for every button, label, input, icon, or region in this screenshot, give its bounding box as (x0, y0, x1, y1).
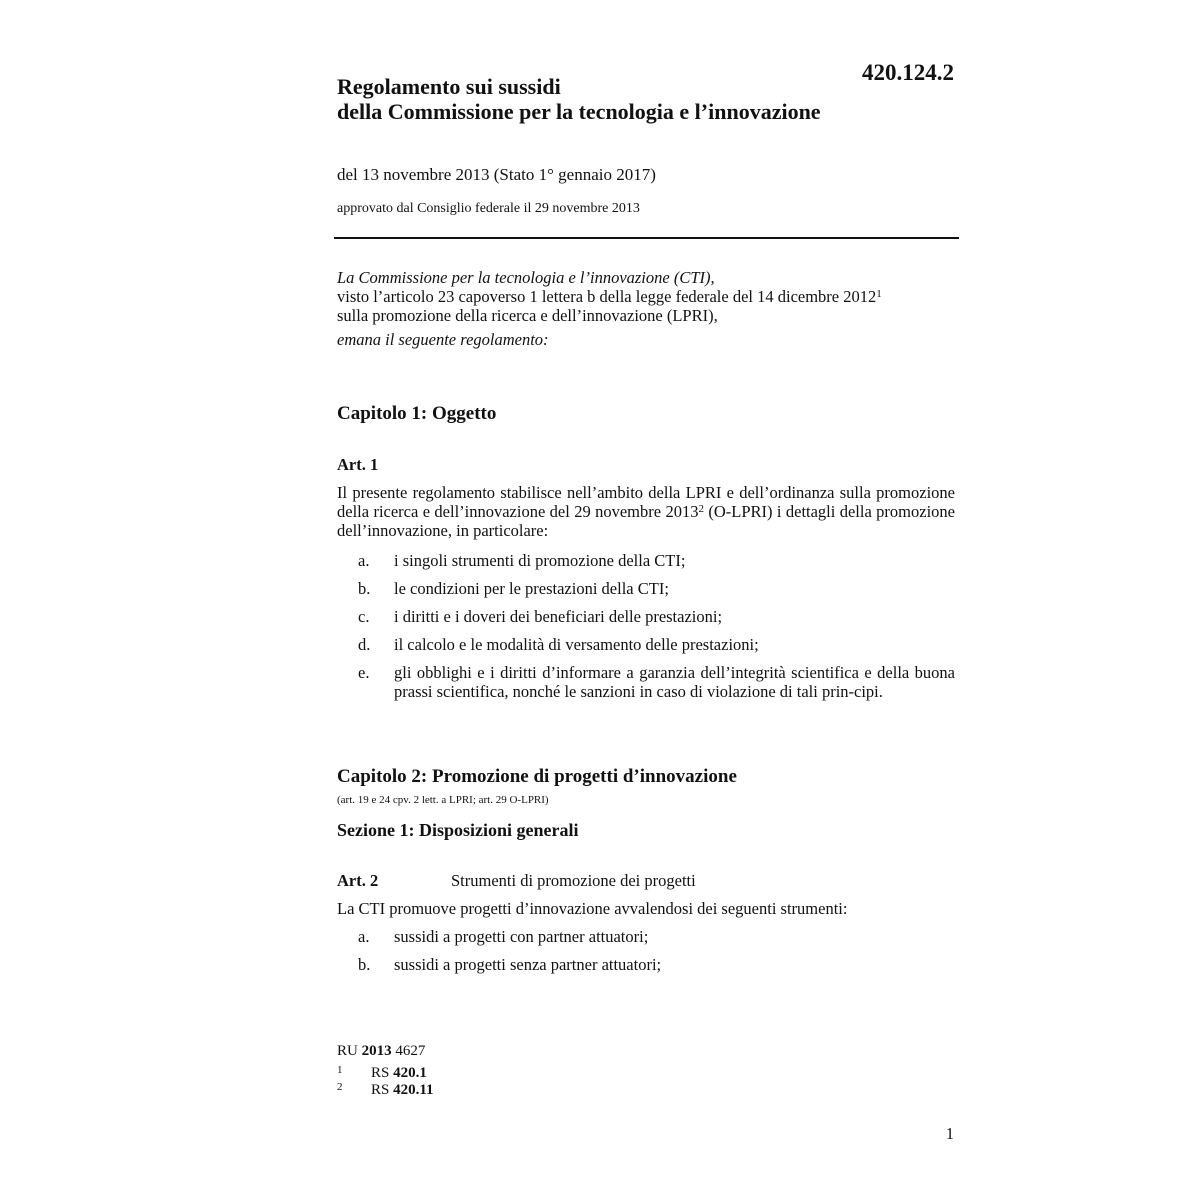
chapter-1-heading: Capitolo 1: Oggetto (337, 403, 497, 424)
page-number: 1 (945, 1124, 954, 1143)
footnote-ref-2[interactable]: 2 (698, 503, 704, 515)
official-collection-ref: RU 2013 4627 (337, 1043, 426, 1059)
approval-note: approvato dal Consiglio federale il 29 novembre 2013 (337, 201, 640, 216)
list-item: d. il calcolo e le modalità di versamento delle prestazioni; (358, 635, 759, 654)
footnote-ref-1[interactable]: 1 (876, 288, 882, 300)
list-item: a. i singoli strumenti di promozione della CTI; (358, 551, 686, 570)
document-number: 420.124.2 (862, 60, 954, 85)
article-1-text: Il presente regolamento stabilisce nell’ambito della LPRI e dell’ordinanza sulla promozione della ricerca e dell’innovazione del 29 novembre 2013$^2$ (O-LPRI) i dettagli della promozione dell’innovazione, in particolare: (337, 483, 955, 540)
preamble (337, 268, 957, 349)
preamble-issuer: La Commissione per la tecnologia e l’innovazione (CTI), (337, 268, 715, 287)
section-1-heading: Sezione 1: Disposizioni generali (337, 820, 579, 840)
list-item: a. sussidi a progetti con partner attuatori; (358, 927, 649, 946)
title-line-1: Regolamento sui sussidi (337, 74, 561, 99)
article-1-heading: Art. 1 (337, 455, 379, 474)
title-line-2: della Commissione per la tecnologia e l’innovazione (337, 99, 821, 124)
list-item: c. i diritti e i doveri dei beneficiari delle prestazioni; (358, 607, 723, 626)
chapter-2-heading: Capitolo 2: Promozione di progetti d’innovazione (337, 766, 737, 787)
footnote-1: 1 RS 420.1 (337, 1064, 427, 1081)
document-date: del 13 novembre 2013 (Stato 1° gennaio 2017) (337, 165, 656, 184)
list-item: b. sussidi a progetti senza partner attuatori; (358, 955, 662, 974)
footnote-2: 2 RS 420.11 (337, 1081, 434, 1098)
list-item: e. gli obblighi e i diritti d’informare a garanzia dell’integrità scientifica e della buona prassi scientifica, nonché le sanzioni in caso di violazione di tali prin-cipi. (358, 663, 955, 701)
article-2-subject: Strumenti di promozione dei progetti (451, 871, 696, 890)
preamble-law-line: sulla promozione della ricerca e dell’innovazione (LPRI), (337, 306, 718, 325)
article-1-list (337, 551, 955, 701)
article-2-list (337, 927, 955, 974)
list-item: b. le condizioni per le prestazioni della CTI; (358, 579, 669, 598)
document-title (337, 74, 821, 124)
preamble-basis-line: visto l’articolo 23 capoverso 1 lettera b della legge federale del 14 dicembre 2012$^1$ (337, 287, 882, 306)
preamble-enactment: emana il seguente regolamento: (337, 330, 549, 349)
article-2-intro: La CTI promuove progetti d’innovazione avvalendosi dei seguenti strumenti: (337, 899, 848, 918)
chapter-2-legal-reference: (art. 19 e 24 cpv. 2 lett. a LPRI; art. 29 O-LPRI) (337, 794, 549, 806)
header-divider (334, 237, 959, 239)
article-2-heading: Art. 2 (337, 871, 379, 890)
